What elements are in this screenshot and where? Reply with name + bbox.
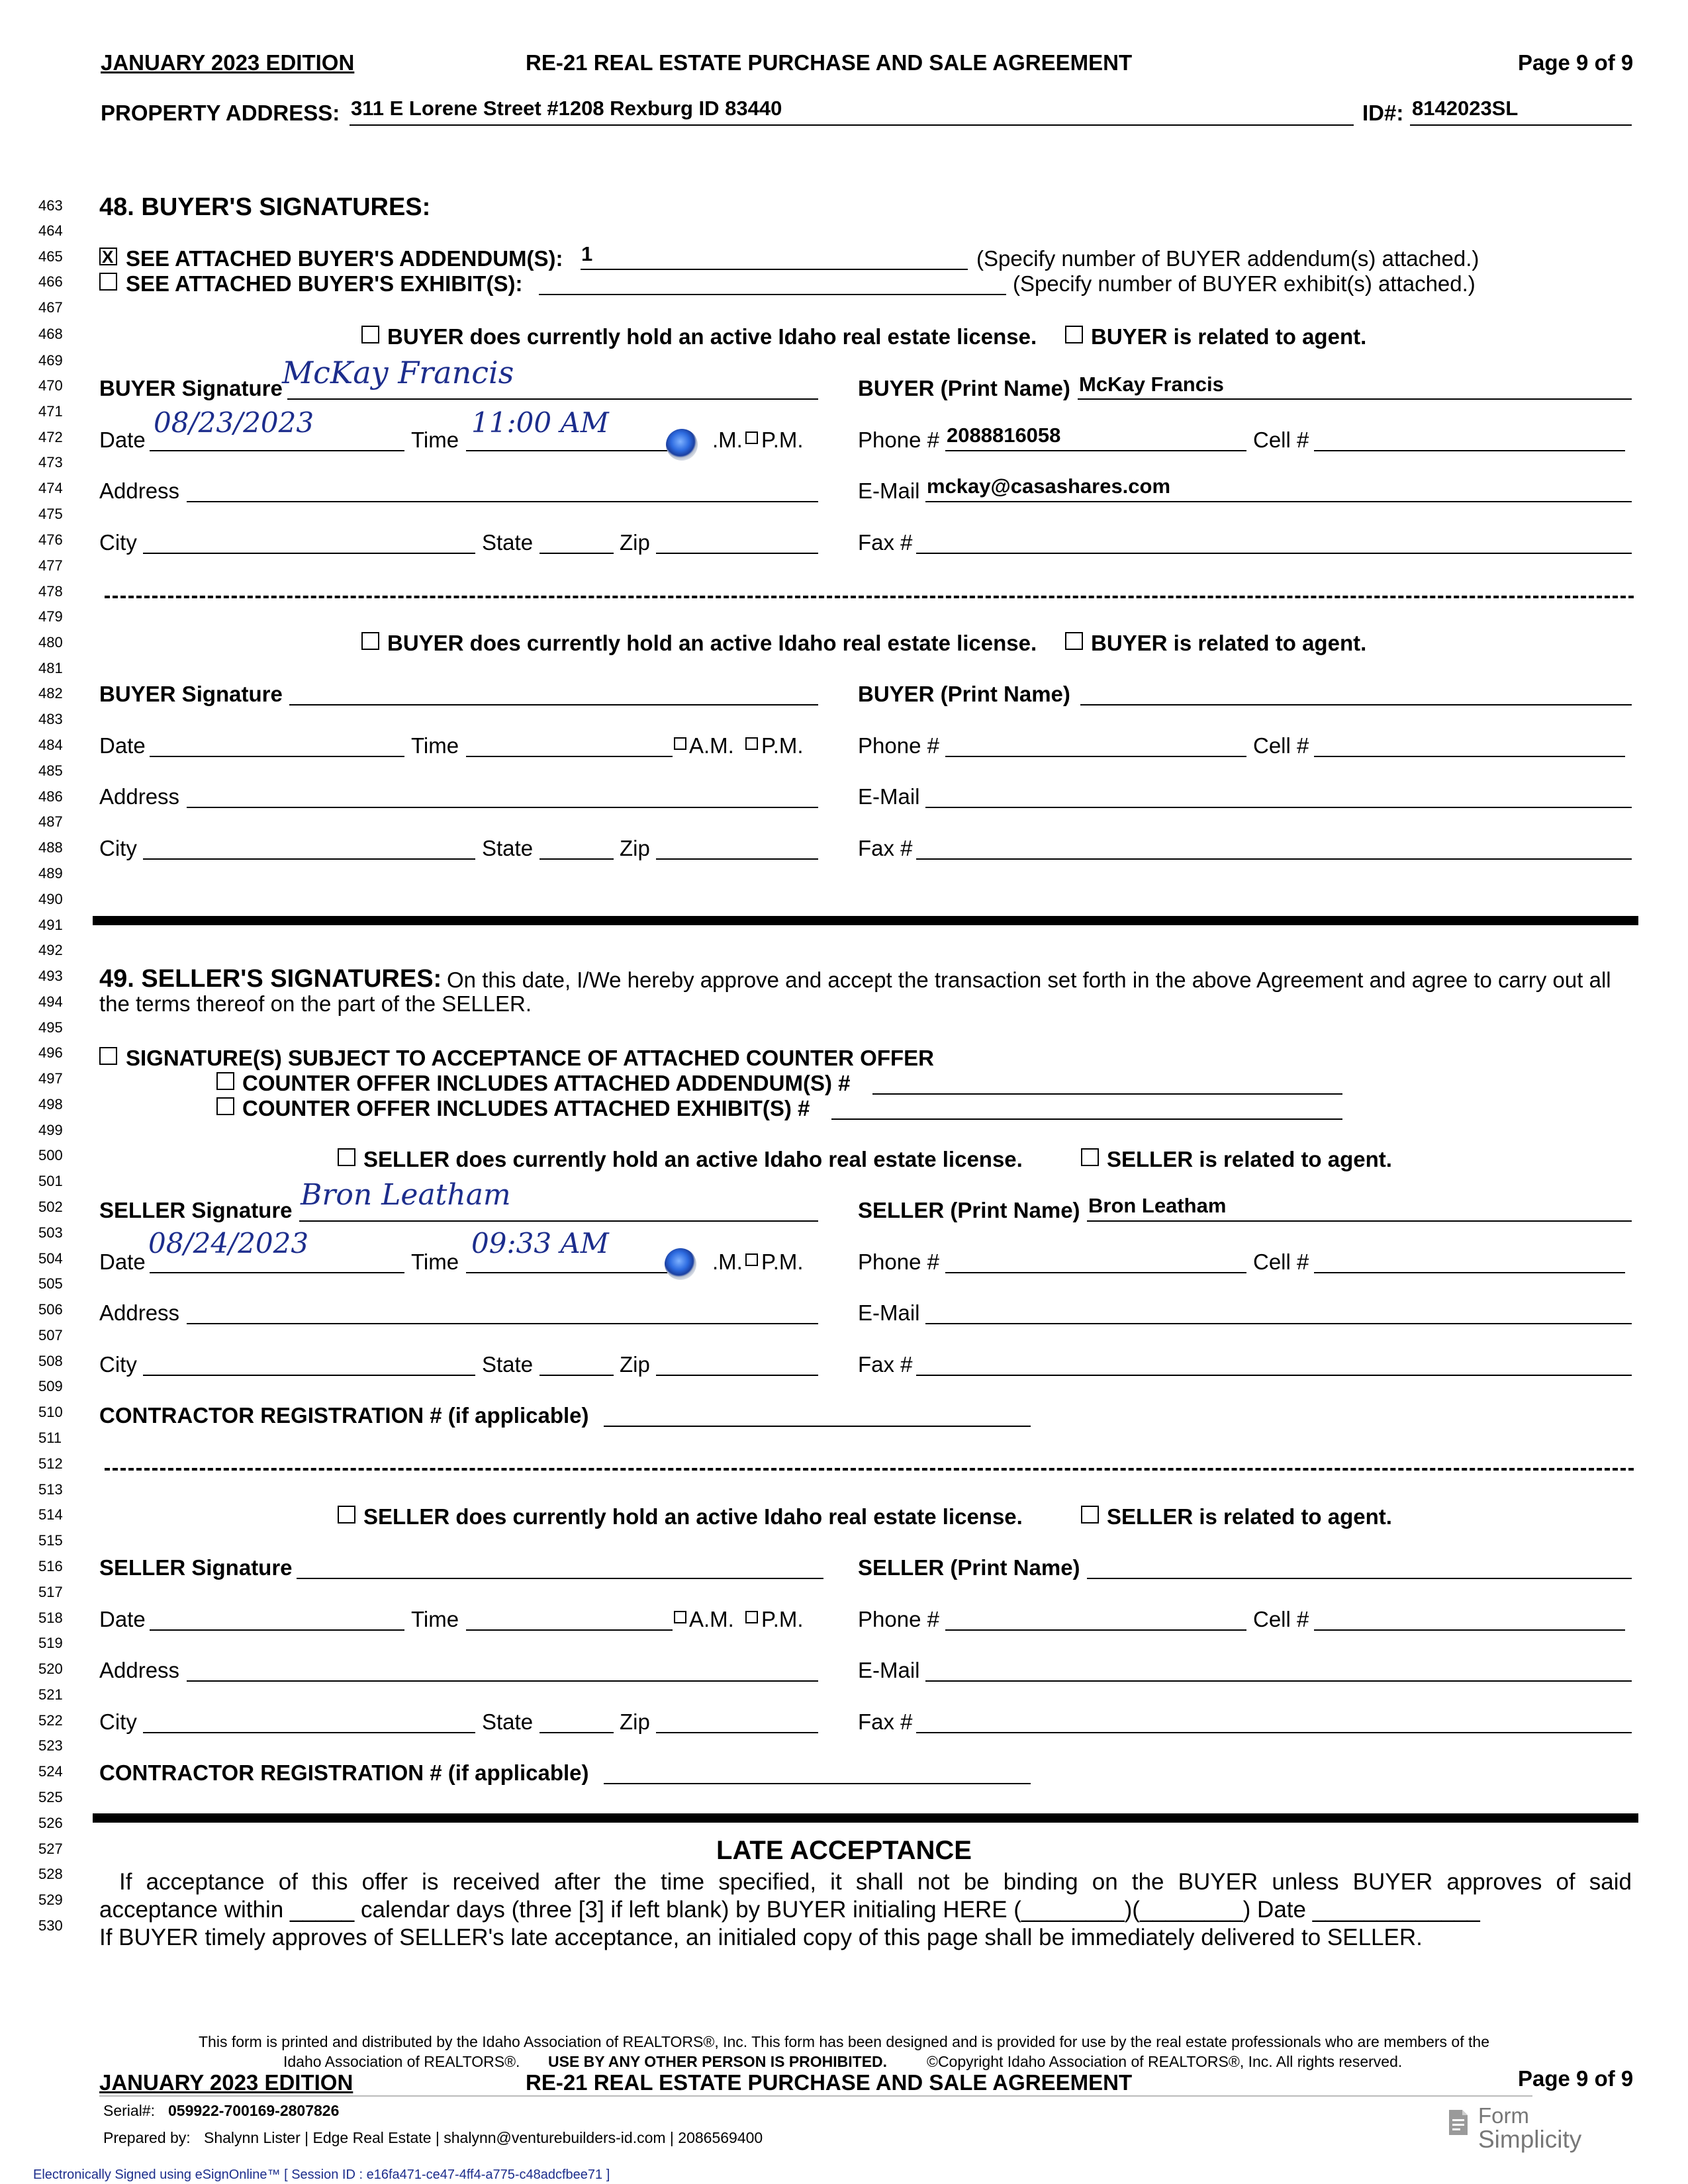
line-number: 494 xyxy=(38,993,63,1010)
buyer2-related-label: BUYER is related to agent. xyxy=(1091,631,1367,655)
line-number: 518 xyxy=(38,1610,63,1626)
seller1-zip-label: Zip xyxy=(620,1352,650,1377)
buyer1-city-label: City xyxy=(99,530,137,555)
seller1-signature[interactable]: Bron Leatham xyxy=(301,1178,511,1212)
counter-addendum-checkbox[interactable] xyxy=(216,1072,234,1090)
line-number: 521 xyxy=(38,1686,63,1703)
line-number: 523 xyxy=(38,1737,63,1754)
line-number: 515 xyxy=(38,1532,63,1549)
seller2-zip-label: Zip xyxy=(620,1709,650,1734)
buyer2-fax-line xyxy=(916,858,1632,860)
seller-section-title: 49. SELLER'S SIGNATURES: xyxy=(99,965,442,993)
seller2-contractor-label: CONTRACTOR REGISTRATION # (if applicable) xyxy=(99,1760,589,1785)
seller1-phone-line xyxy=(945,1272,1246,1273)
footer-disclaimer-2b: USE BY ANY OTHER PERSON IS PROHIBITED. xyxy=(548,2053,888,2070)
footer-rule xyxy=(99,2095,1532,2097)
buyer2-state-line xyxy=(539,858,614,860)
seller2-state-line xyxy=(539,1732,614,1733)
seller1-zip-line xyxy=(656,1375,818,1376)
line-number: 487 xyxy=(38,813,63,830)
seller1-date-line xyxy=(150,1272,404,1273)
buyer-addendum-line xyxy=(581,269,968,270)
buyer1-zip-label: Zip xyxy=(620,530,650,555)
line-number: 500 xyxy=(38,1147,63,1163)
line-number: 495 xyxy=(38,1019,63,1036)
seller2-phone-line xyxy=(945,1629,1246,1631)
line-number: 520 xyxy=(38,1661,63,1677)
seller1-time-label: Time xyxy=(411,1250,459,1274)
buyer1-state-label: State xyxy=(482,530,534,555)
line-number: 527 xyxy=(38,1841,63,1857)
buyer-exhibit-checkbox[interactable] xyxy=(99,273,117,291)
buyer2-city-line xyxy=(143,858,475,860)
line-number: 486 xyxy=(38,788,63,805)
counter-addendum-label: COUNTER OFFER INCLUDES ATTACHED ADDENDUM(S) # xyxy=(242,1071,851,1095)
footer-page-number: Page 9 of 9 xyxy=(1518,2066,1634,2091)
seller1-phone-label: Phone # xyxy=(858,1250,939,1274)
buyer1-time-line xyxy=(466,450,673,451)
seller2-city-line xyxy=(143,1732,475,1733)
line-number: 496 xyxy=(38,1044,63,1061)
buyer-exhibit-line xyxy=(539,294,1006,295)
footer-disclaimer-2c: ©Copyright Idaho Association of REALTORS®, Inc. All rights reserved. xyxy=(927,2053,1403,2070)
line-number: 526 xyxy=(38,1815,63,1831)
buyer2-cell-label: Cell # xyxy=(1253,733,1309,758)
seller2-fax-line xyxy=(916,1732,1632,1733)
line-number: 504 xyxy=(38,1250,63,1267)
seller1-license-label: SELLER does currently hold an active Idaho real estate license. xyxy=(363,1147,1023,1171)
line-number: 470 xyxy=(38,377,63,394)
seller2-print-name-line xyxy=(1087,1578,1632,1579)
logo-text-form: Form xyxy=(1478,2103,1529,2128)
seller1-fax-label: Fax # xyxy=(858,1352,913,1377)
property-address-label: PROPERTY ADDRESS: xyxy=(101,101,340,125)
seller2-am-checkbox[interactable] xyxy=(674,1611,686,1623)
seller2-contractor-line xyxy=(604,1783,1031,1784)
seller2-date-line xyxy=(150,1629,404,1631)
seller1-state-line xyxy=(539,1375,614,1376)
line-number: 482 xyxy=(38,685,63,702)
line-number: 514 xyxy=(38,1506,63,1523)
seller1-contractor-line xyxy=(604,1426,1031,1427)
line-number: 501 xyxy=(38,1173,63,1189)
buyer1-print-name-line xyxy=(1078,398,1632,400)
buyer1-signature[interactable]: McKay Francis xyxy=(282,355,514,390)
buyer-addendum-label: SEE ATTACHED BUYER'S ADDENDUM(S): xyxy=(126,246,563,271)
buyer1-phone-line xyxy=(945,450,1246,451)
footer-disclaimer-1: This form is printed and distributed by the Idaho Association of REALTORS®, Inc. This form has been designed and is provided for use by the real estate professionals who are members of the xyxy=(199,2033,1489,2050)
line-number: 468 xyxy=(38,326,63,342)
buyer1-print-name[interactable]: McKay Francis xyxy=(1079,373,1224,396)
line-number: 517 xyxy=(38,1584,63,1600)
buyer2-email-line xyxy=(925,807,1632,808)
seller2-license-checkbox[interactable] xyxy=(338,1506,355,1524)
line-number: 492 xyxy=(38,942,63,958)
page-number: Page 9 of 9 xyxy=(1518,50,1634,75)
seller2-email-line xyxy=(925,1680,1632,1682)
seller2-cell-label: Cell # xyxy=(1253,1607,1309,1631)
buyer1-related-label: BUYER is related to agent. xyxy=(1091,324,1367,349)
property-address-line xyxy=(350,124,1354,126)
section-separator xyxy=(93,916,1638,925)
buyer2-print-name-label: BUYER (Print Name) xyxy=(858,682,1070,706)
buyer2-signature-line xyxy=(289,704,818,705)
counter-exhibit-line xyxy=(831,1118,1342,1120)
seller1-cell-label: Cell # xyxy=(1253,1250,1309,1274)
buyer2-pm-checkbox[interactable] xyxy=(745,737,758,750)
seller1-state-label: State xyxy=(482,1352,534,1377)
buyer2-time-line xyxy=(466,756,673,757)
buyer1-city-line xyxy=(143,553,475,554)
line-number: 507 xyxy=(38,1327,63,1343)
buyer1-time[interactable]: 11:00 AM xyxy=(471,406,609,439)
line-number: 479 xyxy=(38,608,63,625)
buyer2-license-label: BUYER does currently hold an active Idaho real estate license. xyxy=(387,631,1037,655)
buyer1-pm-checkbox[interactable] xyxy=(745,432,758,444)
buyer2-email-label: E-Mail xyxy=(858,784,920,809)
buyer1-print-name-label: BUYER (Print Name) xyxy=(858,376,1070,400)
line-number: 519 xyxy=(38,1635,63,1651)
seller1-contractor-label: CONTRACTOR REGISTRATION # (if applicable) xyxy=(99,1403,589,1428)
buyer1-zip-line xyxy=(656,553,818,554)
line-number: 471 xyxy=(38,403,63,420)
line-number: 463 xyxy=(38,197,63,214)
form-simplicity-logo-icon xyxy=(1448,2109,1469,2136)
seller1-print-name-line xyxy=(1087,1220,1632,1222)
buyer2-phone-label: Phone # xyxy=(858,733,939,758)
footer-edition: JANUARY 2023 EDITION xyxy=(99,2070,353,2095)
buyer1-address-line xyxy=(187,501,818,502)
serial-label: Serial#: xyxy=(103,2102,155,2119)
seller2-email-label: E-Mail xyxy=(858,1658,920,1682)
seller2-print-name-label: SELLER (Print Name) xyxy=(858,1555,1080,1580)
seller-divider xyxy=(105,1468,1634,1471)
line-number: 490 xyxy=(38,891,63,907)
buyer1-license-checkbox[interactable] xyxy=(361,326,379,343)
seller2-address-line xyxy=(187,1680,818,1682)
seller1-email-line xyxy=(925,1323,1632,1324)
esign-notice: Electronically Signed using eSignOnline™ [ Session ID : e16fa471-ce47-4ff4-a775-c48adcfbee71 ] xyxy=(33,2167,610,2182)
seller1-am-label: .M. xyxy=(712,1250,743,1274)
late-acceptance-title: LATE ACCEPTANCE xyxy=(716,1836,972,1865)
buyer1-cell-label: Cell # xyxy=(1253,428,1309,452)
id-label: ID#: xyxy=(1362,101,1404,125)
counter-exhibit-label: COUNTER OFFER INCLUDES ATTACHED EXHIBIT(S) # xyxy=(242,1096,810,1120)
line-number: 488 xyxy=(38,839,63,856)
buyer1-fax-label: Fax # xyxy=(858,530,913,555)
line-number: 483 xyxy=(38,711,63,727)
line-number: 498 xyxy=(38,1096,63,1113)
buyer2-time-label: Time xyxy=(411,733,459,758)
line-number: 474 xyxy=(38,480,63,496)
line-number: 506 xyxy=(38,1301,63,1318)
buyer1-date-line xyxy=(150,450,404,451)
seller2-license-label: SELLER does currently hold an active Idaho real estate license. xyxy=(363,1504,1023,1529)
seller2-related-checkbox[interactable] xyxy=(1081,1506,1099,1524)
seller2-address-label: Address xyxy=(99,1658,180,1682)
line-number: 484 xyxy=(38,737,63,753)
line-number: 511 xyxy=(38,1430,62,1446)
seller1-am-radio[interactable] xyxy=(665,1248,696,1280)
buyer2-am-label: A.M. xyxy=(689,733,734,758)
buyer2-cell-line xyxy=(1314,756,1625,757)
buyer2-date-line xyxy=(150,756,404,757)
seller2-am-label: A.M. xyxy=(689,1607,734,1631)
buyer-addendum-note: (Specify number of BUYER addendum(s) attached.) xyxy=(976,246,1479,271)
seller2-pm-label: P.M. xyxy=(761,1607,804,1631)
line-number: 509 xyxy=(38,1378,63,1394)
prepared-label: Prepared by: xyxy=(103,2129,191,2146)
seller2-signature-label: SELLER Signature xyxy=(99,1555,293,1580)
line-number: 491 xyxy=(38,917,63,933)
buyer2-city-label: City xyxy=(99,836,137,860)
buyer-exhibit-note: (Specify number of BUYER exhibit(s) attached.) xyxy=(1013,271,1476,296)
line-number: 502 xyxy=(38,1199,63,1215)
buyer1-fax-line xyxy=(916,553,1632,554)
buyer-exhibit-label: SEE ATTACHED BUYER'S EXHIBIT(S): xyxy=(126,271,523,296)
buyer1-signature-label: BUYER Signature xyxy=(99,376,283,400)
late-acceptance-line-3: If BUYER timely approves of SELLER's late acceptance, an initialed copy of this page shall be immediately delivered to SELLER. xyxy=(99,1925,1423,1950)
buyer2-fax-label: Fax # xyxy=(858,836,913,860)
line-number: 464 xyxy=(38,222,63,239)
serial-number: 059922-700169-2807826 xyxy=(168,2102,340,2119)
buyer-section-title: 48. BUYER'S SIGNATURES: xyxy=(99,193,431,221)
seller2-city-label: City xyxy=(99,1709,137,1734)
seller2-state-label: State xyxy=(482,1709,534,1734)
buyer1-date[interactable]: 08/23/2023 xyxy=(154,406,314,439)
footer-form-title: RE-21 REAL ESTATE PURCHASE AND SALE AGREEMENT xyxy=(526,2070,1133,2095)
buyer2-date-label: Date xyxy=(99,733,146,758)
line-number: 505 xyxy=(38,1275,63,1292)
id-value[interactable]: 8142023SL xyxy=(1412,97,1519,120)
buyer1-address-label: Address xyxy=(99,478,180,503)
seller2-related-label: SELLER is related to agent. xyxy=(1107,1504,1392,1529)
buyer2-zip-line xyxy=(656,858,818,860)
seller1-address-line xyxy=(187,1323,818,1324)
buyer1-phone-label: Phone # xyxy=(858,428,939,452)
buyer2-related-checkbox[interactable] xyxy=(1065,632,1083,650)
line-number: 485 xyxy=(38,762,63,779)
seller1-email-label: E-Mail xyxy=(858,1300,920,1325)
counter-offer-checkbox[interactable] xyxy=(99,1047,117,1065)
buyer2-address-label: Address xyxy=(99,784,180,809)
seller2-cell-line xyxy=(1314,1629,1625,1631)
seller1-address-label: Address xyxy=(99,1300,180,1325)
footer-disclaimer-2a: Idaho Association of REALTORS®. xyxy=(283,2053,520,2070)
line-number: 510 xyxy=(38,1404,63,1420)
buyer1-cell-line xyxy=(1314,450,1625,451)
seller1-signature-line xyxy=(299,1220,818,1222)
seller1-print-name[interactable]: Bron Leatham xyxy=(1088,1194,1227,1217)
counter-exhibit-checkbox[interactable] xyxy=(216,1097,234,1115)
buyer1-date-label: Date xyxy=(99,428,146,452)
buyer1-phone[interactable]: 2088816058 xyxy=(947,424,1061,447)
seller1-license-checkbox[interactable] xyxy=(338,1148,355,1166)
line-number: 530 xyxy=(38,1917,63,1934)
late-acceptance-line-2: acceptance within _____ calendar days (three [3] if left blank) by BUYER initialing HERE (________)(________) Date _____________ xyxy=(99,1897,1480,1923)
seller2-phone-label: Phone # xyxy=(858,1607,939,1631)
seller2-zip-line xyxy=(656,1732,818,1733)
buyer2-zip-label: Zip xyxy=(620,836,650,860)
line-number: 489 xyxy=(38,865,63,882)
seller1-city-line xyxy=(143,1375,475,1376)
line-number: 508 xyxy=(38,1353,63,1369)
edition-label: JANUARY 2023 EDITION xyxy=(101,50,355,75)
buyer1-email-line xyxy=(925,501,1632,502)
line-number: 481 xyxy=(38,660,63,676)
seller1-city-label: City xyxy=(99,1352,137,1377)
counter-offer-label: SIGNATURE(S) SUBJECT TO ACCEPTANCE OF ATTACHED COUNTER OFFER xyxy=(126,1046,934,1070)
line-number: 503 xyxy=(38,1224,63,1241)
buyer-divider xyxy=(105,596,1634,598)
buyer1-signature-line xyxy=(287,398,818,400)
seller1-date[interactable]: 08/24/2023 xyxy=(148,1227,309,1259)
buyer1-email[interactable]: mckay@casashares.com xyxy=(927,475,1171,498)
buyer2-signature-label: BUYER Signature xyxy=(99,682,283,706)
seller2-date-label: Date xyxy=(99,1607,146,1631)
line-number: 475 xyxy=(38,506,63,522)
line-number: 516 xyxy=(38,1558,63,1574)
seller2-pm-checkbox[interactable] xyxy=(745,1611,758,1623)
seller1-signature-label: SELLER Signature xyxy=(99,1198,293,1222)
prepared-by: Shalynn Lister | Edge Real Estate | shalynn@venturebuilders-id.com | 2086569400 xyxy=(204,2129,763,2146)
seller-intro-2: the terms thereof on the part of the SELLER. xyxy=(99,991,532,1016)
line-number: 480 xyxy=(38,634,63,651)
seller2-fax-label: Fax # xyxy=(858,1709,913,1734)
line-number: 473 xyxy=(38,454,63,471)
seller1-fax-line xyxy=(916,1375,1632,1376)
late-acceptance-separator xyxy=(93,1813,1638,1823)
seller1-pm-checkbox[interactable] xyxy=(745,1253,758,1266)
buyer1-related-checkbox[interactable] xyxy=(1065,326,1083,343)
buyer1-am-radio[interactable] xyxy=(666,429,698,461)
buyer1-am-label: .M. xyxy=(712,428,743,452)
late-acceptance-line-1: If acceptance of this offer is received after the time specified, it shall not be binding on the BUYER unless BUYER approves of said xyxy=(119,1869,1632,1895)
line-number: 477 xyxy=(38,557,63,574)
line-number: 522 xyxy=(38,1712,63,1729)
buyer1-time-label: Time xyxy=(411,428,459,452)
line-number: 476 xyxy=(38,531,63,548)
line-number: 525 xyxy=(38,1789,63,1805)
seller1-time[interactable]: 09:33 AM xyxy=(471,1227,609,1259)
seller1-date-label: Date xyxy=(99,1250,146,1274)
line-number: 478 xyxy=(38,583,63,600)
buyer2-pm-label: P.M. xyxy=(761,733,804,758)
buyer2-state-label: State xyxy=(482,836,534,860)
buyer-addendum-value[interactable]: 1 xyxy=(581,242,593,265)
property-address-value[interactable]: 311 E Lorene Street #1208 Rexburg ID 83440 xyxy=(351,97,782,120)
seller2-signature-line xyxy=(297,1578,823,1579)
buyer-addendum-checkbox[interactable] xyxy=(99,248,117,265)
line-number: 467 xyxy=(38,299,63,316)
seller1-time-line xyxy=(466,1272,673,1273)
line-number: 512 xyxy=(38,1455,63,1472)
check-mark-icon: X xyxy=(102,247,114,267)
line-number: 493 xyxy=(38,968,63,984)
seller1-cell-line xyxy=(1314,1272,1625,1273)
buyer1-email-label: E-Mail xyxy=(858,478,920,503)
seller1-related-label: SELLER is related to agent. xyxy=(1107,1147,1392,1171)
buyer2-phone-line xyxy=(945,756,1246,757)
line-number: 528 xyxy=(38,1866,63,1882)
seller1-related-checkbox[interactable] xyxy=(1081,1148,1099,1166)
counter-addendum-line xyxy=(872,1093,1342,1095)
line-number: 466 xyxy=(38,273,63,290)
buyer1-pm-label: P.M. xyxy=(761,428,804,452)
buyer1-state-line xyxy=(539,553,614,554)
seller1-pm-label: P.M. xyxy=(761,1250,804,1274)
buyer1-license-label: BUYER does currently hold an active Idaho real estate license. xyxy=(387,324,1037,349)
line-number: 513 xyxy=(38,1481,63,1498)
line-number: 469 xyxy=(38,352,63,369)
line-number: 465 xyxy=(38,248,63,265)
line-number: 524 xyxy=(38,1763,63,1780)
seller1-print-name-label: SELLER (Print Name) xyxy=(858,1198,1080,1222)
seller-intro: On this date, I/We hereby approve and accept the transaction set forth in the above Agreement and agree to carry out all xyxy=(447,968,1611,992)
logo-text-simplicity: Simplicity xyxy=(1478,2126,1582,2153)
line-number: 472 xyxy=(38,429,63,445)
id-line xyxy=(1410,124,1632,126)
buyer2-print-name-line xyxy=(1080,704,1632,705)
line-number: 497 xyxy=(38,1070,63,1087)
buyer2-address-line xyxy=(187,807,818,808)
buyer2-am-checkbox[interactable] xyxy=(674,737,686,750)
line-number: 529 xyxy=(38,1891,63,1908)
line-number: 499 xyxy=(38,1122,63,1138)
buyer2-license-checkbox[interactable] xyxy=(361,632,379,650)
seller2-time-line xyxy=(466,1629,673,1631)
seller2-time-label: Time xyxy=(411,1607,459,1631)
form-title: RE-21 REAL ESTATE PURCHASE AND SALE AGREEMENT xyxy=(526,50,1133,75)
